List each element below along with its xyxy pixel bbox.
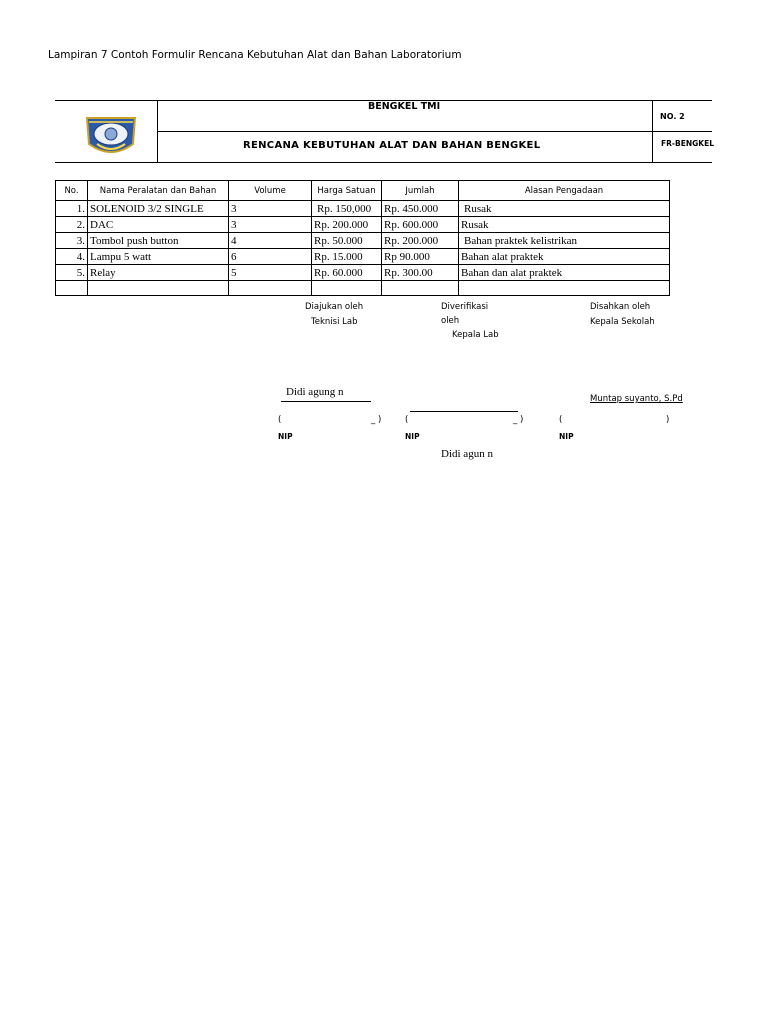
table-row — [56, 201, 670, 217]
table-header-row — [56, 181, 670, 201]
cell-empty — [382, 281, 459, 296]
approved-open-paren: ( — [559, 415, 563, 425]
approved-role: Kepala Sekolah — [590, 317, 655, 327]
cell-empty — [88, 281, 229, 296]
cell-total: Rp. 600.000 — [382, 217, 459, 233]
verified-label: Diverifikasi — [441, 302, 489, 312]
cell-item: DAC — [88, 217, 229, 233]
cell-unit-price: Rp. 50.000 — [312, 233, 382, 249]
header-mid-border — [157, 131, 712, 132]
cell-volume: 5 — [229, 265, 312, 281]
verified-close-paren: _ ) — [513, 415, 524, 425]
cell-volume: 6 — [229, 249, 312, 265]
cell-total: Rp. 450.000 — [382, 201, 459, 217]
submitted-label: Diajukan oleh — [305, 302, 364, 312]
cell-reason: Bahan praktek kelistrikan — [459, 233, 670, 249]
equipment-table — [55, 180, 670, 296]
table-row-empty — [56, 281, 670, 296]
verified-label-oleh: oleh — [441, 316, 460, 326]
table-row — [56, 265, 670, 281]
school-logo-icon — [83, 114, 139, 160]
cell-no: 1. — [56, 201, 88, 217]
cell-reason: Bahan dan alat praktek — [459, 265, 670, 281]
column-header: Volume — [229, 181, 312, 201]
cell-unit-price: Rp. 150,000 — [312, 201, 382, 217]
doc-code: FR-BENGKEL — [661, 139, 714, 148]
cell-empty — [312, 281, 382, 296]
table-row — [56, 217, 670, 233]
cell-empty — [459, 281, 670, 296]
cell-item: Lampu 5 watt — [88, 249, 229, 265]
table-row — [56, 249, 670, 265]
cell-reason: Bahan alat praktek — [459, 249, 670, 265]
form-title: RENCANA KEBUTUHAN ALAT DAN BAHAN BENGKEL — [243, 140, 541, 151]
cell-volume: 3 — [229, 201, 312, 217]
cell-no: 4. — [56, 249, 88, 265]
cell-unit-price: Rp. 60.000 — [312, 265, 382, 281]
submitted-nip-label: NIP — [278, 432, 293, 441]
verified-open-paren: ( — [405, 415, 409, 425]
submitted-role: Teknisi Lab — [311, 317, 358, 327]
cell-volume: 4 — [229, 233, 312, 249]
cell-total: Rp 90.000 — [382, 249, 459, 265]
header-number-divider — [652, 100, 653, 163]
approved-label: Disahkan oleh — [590, 302, 651, 312]
cell-no: 3. — [56, 233, 88, 249]
cell-total: Rp. 300.00 — [382, 265, 459, 281]
table-row — [56, 233, 670, 249]
cell-no: 5. — [56, 265, 88, 281]
header-logo-divider — [157, 100, 158, 163]
submitted-close-paren: _ ) — [371, 415, 382, 425]
page-caption: Lampiran 7 Contoh Formulir Rencana Kebutuhan Alat dan Bahan Laboratorium — [48, 49, 462, 61]
cell-unit-price: Rp. 15.000 — [312, 249, 382, 265]
cell-volume: 3 — [229, 217, 312, 233]
column-header: Alasan Pengadaan — [459, 181, 670, 201]
verified-signature-name: Didi agun n — [441, 448, 493, 460]
column-header: Jumlah — [382, 181, 459, 201]
cell-unit-price: Rp. 200.000 — [312, 217, 382, 233]
verified-signature-line — [410, 411, 518, 412]
cell-reason: Rusak — [459, 201, 670, 217]
org-name: BENGKEL TMI — [368, 101, 441, 112]
column-header: No. — [56, 181, 88, 201]
verified-role: Kepala Lab — [452, 330, 499, 340]
submitted-open-paren: ( — [278, 415, 282, 425]
approved-close-paren: ) — [666, 415, 670, 425]
cell-empty — [56, 281, 88, 296]
submitted-signature-line — [281, 401, 371, 402]
cell-empty — [229, 281, 312, 296]
column-header: Nama Peralatan dan Bahan — [88, 181, 229, 201]
verified-nip-label: NIP — [405, 432, 420, 441]
approved-signature-name: Muntap suyanto, S.Pd — [590, 394, 683, 404]
cell-item: SOLENOID 3/2 SINGLE — [88, 201, 229, 217]
header-bottom-border — [55, 162, 712, 163]
cell-item: Tombol push button — [88, 233, 229, 249]
cell-total: Rp. 200.000 — [382, 233, 459, 249]
column-header: Harga Satuan — [312, 181, 382, 201]
submitted-signature-name: Didi agung n — [286, 386, 344, 398]
cell-no: 2. — [56, 217, 88, 233]
approved-nip-label: NIP — [559, 432, 574, 441]
cell-reason: Rusak — [459, 217, 670, 233]
doc-number: NO. 2 — [660, 112, 685, 121]
cell-item: Relay — [88, 265, 229, 281]
